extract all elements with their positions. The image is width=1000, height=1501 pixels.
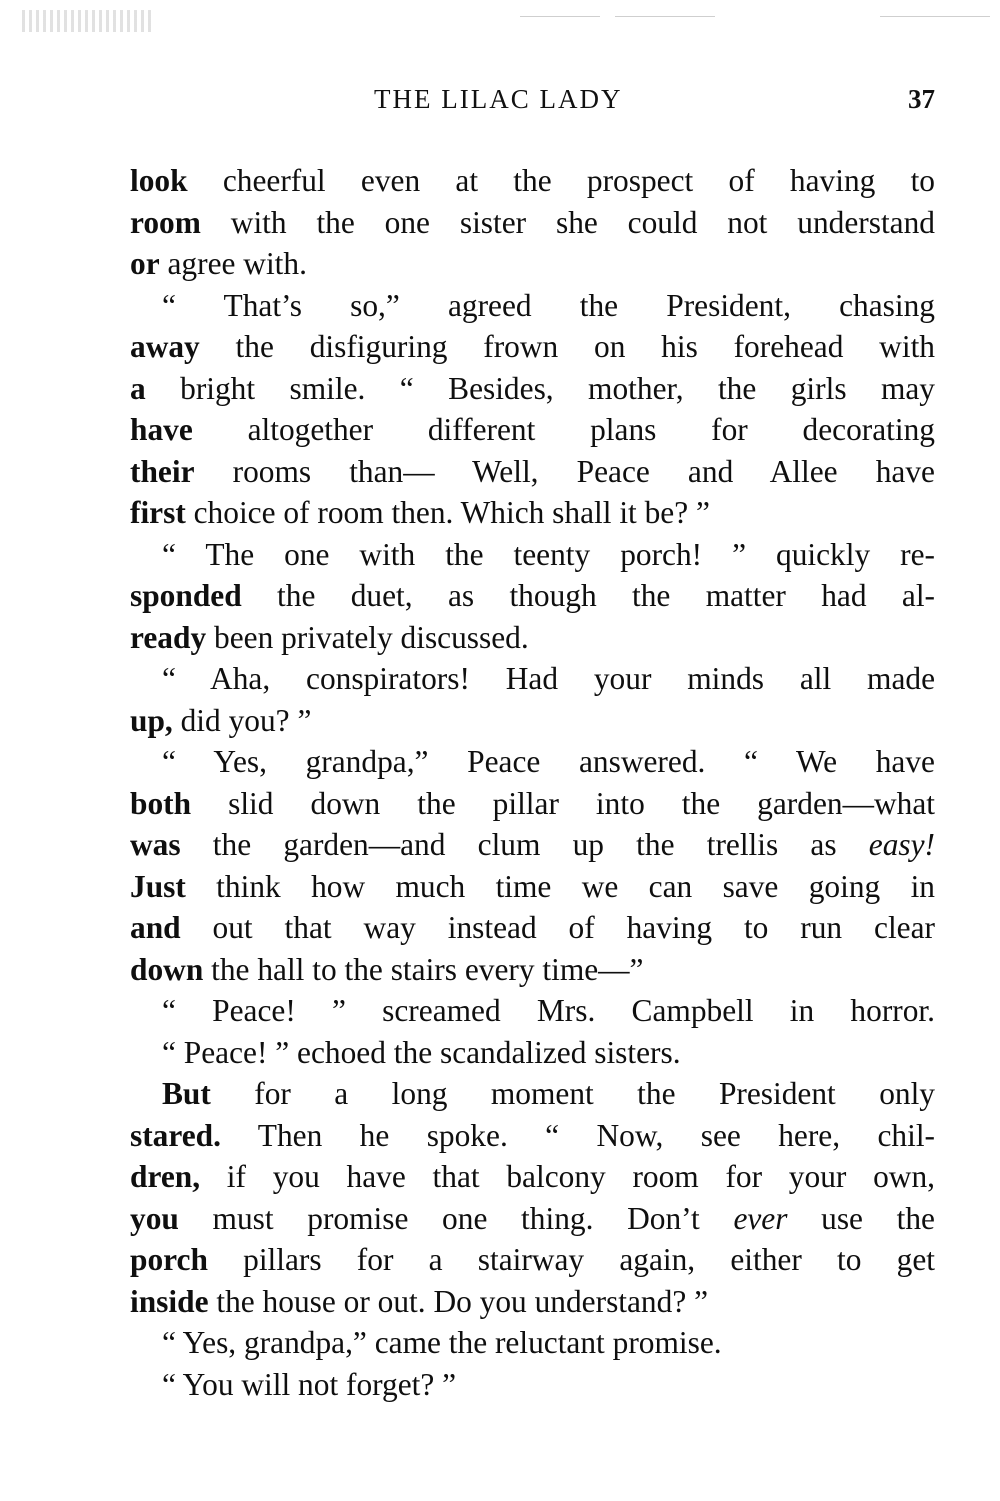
text-line [130, 575, 935, 617]
scan-artifact-line [520, 16, 600, 17]
line-lead: a [130, 370, 146, 406]
line-lead: away [130, 329, 200, 364]
line-lead: But [162, 1076, 211, 1111]
text-line [130, 202, 935, 244]
line-text: “ Yes, grandpa,” came the reluctant promise. [162, 1325, 722, 1360]
line-lead: look [130, 163, 188, 198]
line-lead: porch [130, 1242, 208, 1277]
line-text: bright smile. “ Besides, mother, the girls may [145, 370, 935, 406]
line-text: pillars for a stairway again, either to get [207, 1242, 935, 1277]
scan-artifact-line [615, 16, 715, 17]
text-line [130, 1032, 935, 1074]
text-line [130, 368, 935, 410]
text-line [130, 658, 935, 700]
text-line [130, 990, 935, 1032]
line-text: “ The one with the teenty porch! ” quickly re- [162, 536, 935, 572]
line-lead: their [130, 453, 195, 489]
running-title: THE LILAC LADY [374, 84, 623, 114]
text-line [130, 1073, 935, 1115]
text-line [130, 1364, 935, 1406]
line-text: “ That’s so,” agreed the President, chasing [162, 287, 935, 323]
line-text: “ Peace! ” echoed the scandalized sisters. [162, 1034, 681, 1070]
line-lead: dren, [130, 1159, 201, 1194]
text-line [130, 326, 935, 368]
line-lead: or [130, 246, 160, 281]
text-line [130, 824, 935, 866]
line-italic: easy! [868, 827, 935, 862]
line-lead: you [130, 1200, 179, 1236]
line-lead: have [130, 412, 193, 447]
text-line [130, 1198, 935, 1240]
text-line [130, 1239, 935, 1281]
line-text: “ You will not forget? ” [162, 1366, 457, 1402]
scan-artifact-line [880, 16, 990, 17]
line-text: “ Aha, conspirators! Had your minds all made [162, 661, 935, 696]
text-line [130, 783, 935, 825]
text-line [130, 907, 935, 949]
line-text: the duet, as though the matter had al- [241, 578, 935, 613]
line-text: the garden—and clum up the trellis as [180, 827, 869, 862]
line-text: the house or out. Do you understand? ” [208, 1283, 709, 1319]
line-text: did you? ” [172, 702, 312, 738]
text-line [130, 451, 935, 493]
text-line [130, 1322, 935, 1364]
text-line [130, 1115, 935, 1157]
body-text [130, 160, 935, 1405]
line-text: been privately discussed. [206, 619, 529, 655]
line-lead: and [130, 910, 181, 945]
line-text: the hall to the stairs every time—” [203, 951, 644, 987]
line-text: if you have that balcony room for your own, [200, 1159, 935, 1194]
line-text: Then he spoke. “ Now, see here, chil- [220, 1117, 935, 1153]
line-text: slid down the pillar into the garden—what [191, 785, 935, 821]
running-header [130, 84, 935, 124]
text-line [130, 409, 935, 451]
line-text: cheerful even at the prospect of having to [187, 163, 935, 198]
line-lead: Just [130, 868, 186, 904]
page-number: 37 [908, 84, 935, 114]
line-text: choice of room then. Which shall it be? ” [185, 495, 710, 530]
line-lead: both [130, 785, 192, 821]
line-lead: first [130, 495, 186, 530]
text-line [130, 700, 935, 742]
line-lead: was [130, 827, 181, 862]
text-line [130, 949, 935, 991]
scan-smudge [22, 10, 152, 32]
text-line [130, 1281, 935, 1323]
line-text: out that way instead of having to run clear [180, 910, 935, 945]
line-text: the disfiguring frown on his forehead with [199, 329, 935, 364]
line-text: for a long moment the President only [210, 1076, 935, 1111]
line-text: think how much time we can save going in [185, 868, 935, 904]
text-line [130, 1156, 935, 1198]
line-text: must promise one thing. Don’t [178, 1200, 734, 1236]
text-line [130, 741, 935, 783]
text-line [130, 866, 935, 908]
text-line [130, 617, 935, 659]
line-text: rooms than— Well, Peace and Allee have [194, 453, 935, 489]
text-line [130, 285, 935, 327]
line-tail: use the [787, 1200, 935, 1236]
text-line [130, 534, 935, 576]
line-italic: ever [733, 1200, 788, 1236]
text-line [130, 492, 935, 534]
line-lead: down [130, 951, 204, 987]
line-text: with the one sister she could not understand [200, 204, 935, 240]
line-text: “ Peace! ” screamed Mrs. Campbell in horror. [162, 993, 935, 1028]
text-line [130, 243, 935, 285]
text-line [130, 160, 935, 202]
line-text: agree with. [159, 246, 307, 281]
line-text: altogether different plans for decorating [192, 412, 935, 447]
line-lead: inside [130, 1283, 209, 1319]
line-lead: sponded [130, 578, 242, 613]
line-lead: ready [130, 619, 207, 655]
line-lead: room [130, 204, 201, 240]
line-text: “ Yes, grandpa,” Peace answered. “ We have [162, 744, 935, 779]
line-lead: up, [130, 702, 173, 738]
line-lead: stared. [130, 1117, 221, 1153]
